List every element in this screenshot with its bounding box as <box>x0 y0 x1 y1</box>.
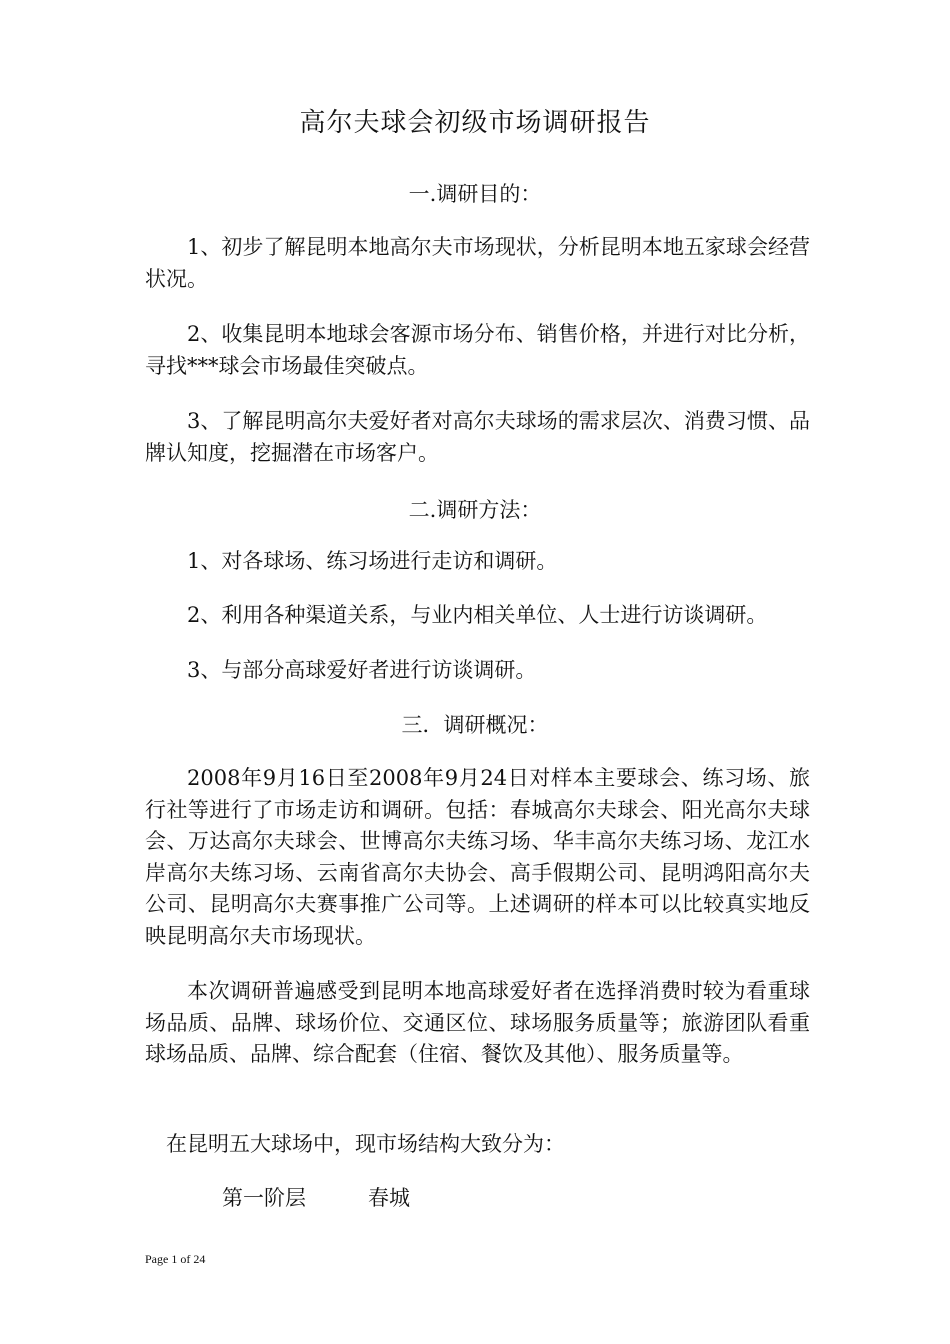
purpose-item-3: 3、了解昆明高尔夫爱好者对高尔夫球场的需求层次、消费习惯、品牌认知度，挖掘潜在市场客户。 <box>145 409 810 465</box>
document-title: 高尔夫球会初级市场调研报告 <box>299 108 651 138</box>
purpose-item-2: 2、收集昆明本地球会客源市场分布、销售价格，并进行对比分析，寻找***球会市场最佳突破点。 <box>145 322 810 378</box>
method-item-3: 3、与部分高球爱好者进行访谈调研。 <box>187 658 537 682</box>
tier-value: 春城 <box>368 1186 410 1210</box>
section-heading-purpose: 一.调研目的： <box>408 182 542 206</box>
section-heading-method: 二.调研方法： <box>408 498 542 522</box>
overview-paragraph-1: 2008年9月16日至2008年9月24日对样本主要球会、练习场、旅行社等进行了市场走访和调研。包括：春城高尔夫球会、阳光高尔夫球会、万达高尔夫球会、世博高尔夫练习场、华丰高尔夫练习场、龙江水岸高尔夫练习场、云南省高尔夫协会、高手假期公司、昆明鸿阳高尔夫公司、昆明高尔夫赛事推广公司等。上述调研的样本可以比较真实地反映昆明高尔夫市场现状。 <box>145 766 810 948</box>
method-item-2: 2、利用各种渠道关系，与业内相关单位、人士进行访谈调研。 <box>187 603 768 627</box>
tier-label: 第一阶层 <box>222 1186 306 1210</box>
overview-paragraph-2: 本次调研普遍感受到昆明本地高球爱好者在选择消费时较为看重球场品质、品牌、球场价位、交通区位、球场服务质量等；旅游团队看重球场品质、品牌、综合配套（住宿、餐饮及其他）、服务质量等。 <box>145 979 810 1066</box>
section-heading-overview: 三．调研概况： <box>401 713 549 737</box>
page-number-footer: Page 1 of 24 <box>145 1252 206 1266</box>
purpose-item-1: 1、初步了解昆明本地高尔夫市场现状，分析昆明本地五家球会经营状况。 <box>145 235 810 291</box>
method-item-1: 1、对各球场、练习场进行走访和调研。 <box>187 549 558 573</box>
market-structure-intro: 在昆明五大球场中，现市场结构大致分为： <box>166 1132 565 1156</box>
